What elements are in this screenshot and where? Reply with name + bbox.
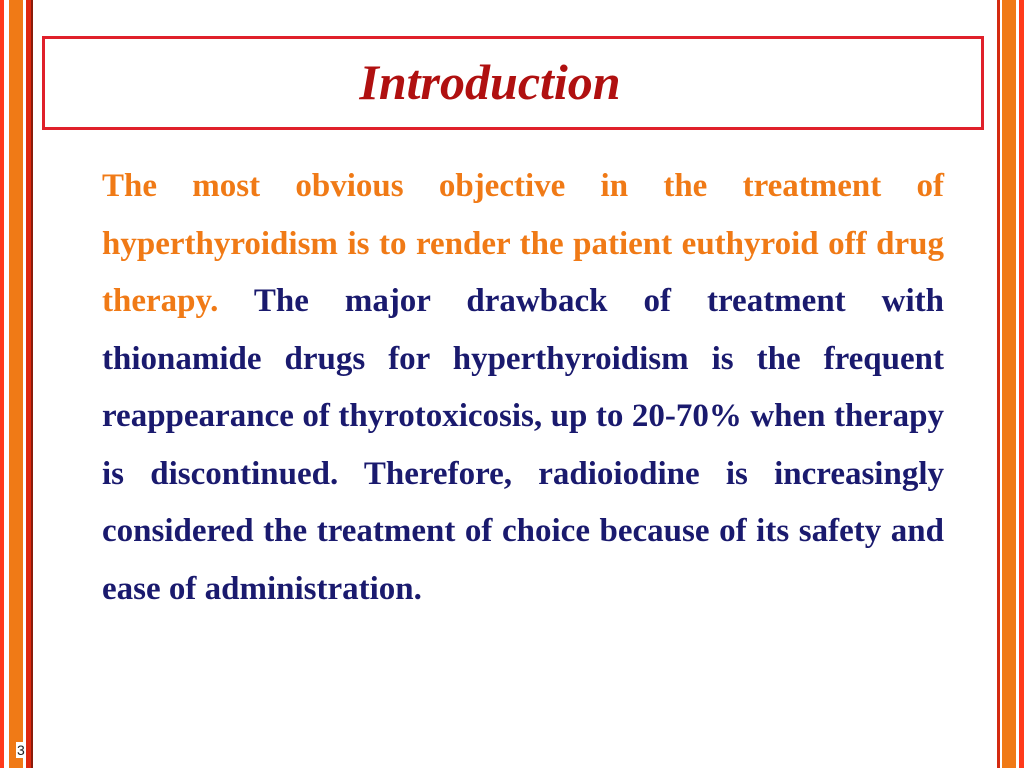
page-number: 3 xyxy=(17,742,25,758)
right-border-stripe xyxy=(1002,0,1016,768)
left-border-stripe xyxy=(31,0,33,768)
left-border-stripe xyxy=(9,0,23,768)
body-paragraph xyxy=(102,158,944,618)
highlighted-sentence: The most obvious objective in the treatment of hyperthyroidism is to render the patient euthyroid off drug therapy. xyxy=(102,168,944,319)
main-text: The major drawback of treatment with thionamide drugs for hyperthyroidism is the frequent reappearance of thyrotoxicosis, up to 20-70% when therapy is discontinued. Therefore, radioiodine is increasingly considered the treatment of choice because of its safety and ease of administration. xyxy=(102,283,944,607)
right-border-stripe xyxy=(1019,0,1024,768)
title-box xyxy=(42,36,984,130)
slide-title: Introduction xyxy=(359,54,621,110)
